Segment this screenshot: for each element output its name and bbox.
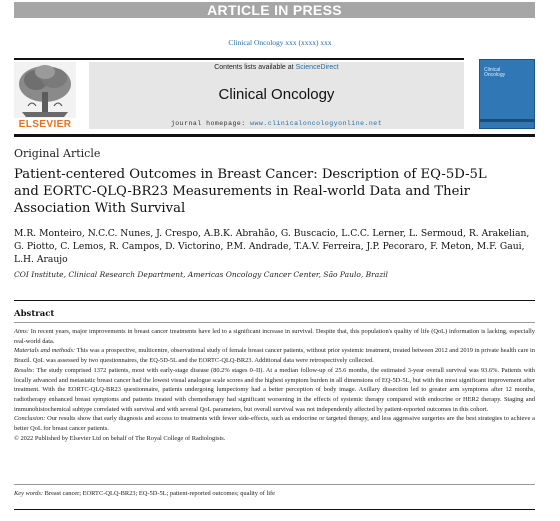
keywords-divider (14, 484, 535, 485)
header-divider-top (14, 58, 464, 60)
bottom-divider (14, 509, 535, 510)
cover-title-line1: Clinical (484, 67, 501, 73)
results-label: Results: (14, 366, 35, 374)
keywords-label: Key words: (14, 490, 44, 497)
cover-title (484, 68, 505, 78)
conclusion-text: Our results show that early diagnosis and access to treatments with fewer side-effects, such as endocrine or targeted therapy, and less aggressive surgeries are the best strategies to achieve a better QoL for breast cancer patients. (14, 415, 535, 433)
contents-available-line (89, 64, 464, 71)
conclusion-label: Conclusion: (14, 415, 46, 423)
methods-text: This was a prospective, multicentre, observational study of female breast cancer patients, without prior systemic treatment, treated between 2012 and 2019 in private health care in Brazil. QoL was assessed by two questionnaires, the EQ-5D-5L and the EORTC-QLQ-BR23. Additional data were retrospectively collected. (14, 347, 535, 365)
abstract-methods (14, 346, 535, 365)
abstract-conclusion (14, 414, 535, 433)
homepage-prefix: journal homepage: (170, 120, 251, 127)
copyright-line: © 2022 Published by Elsevier Ltd on behalf of The Royal College of Radiologists. (14, 434, 226, 442)
abstract-body (14, 327, 535, 443)
article-title: Patient-centered Outcomes in Breast Cancer: Description of EQ-5D-5L and EORTC-QLQ-BR23 Measurements in Real-world Data and Their Association With Survival (14, 167, 487, 216)
affiliation: COI Institute, Clinical Research Department, Americas Oncology Cancer Center, São Paulo, Brazil (14, 270, 388, 279)
article-in-press-banner: ARTICLE IN PRESS (14, 2, 535, 18)
contents-prefix: Contents lists available at (214, 64, 296, 71)
journal-name: Clinical Oncology (218, 86, 335, 103)
abstract-heading: Abstract (14, 309, 55, 319)
methods-label: Materials and methods: (14, 347, 76, 355)
author-list: M.R. Monteiro, N.C.C. Nunes, J. Crespo, A.B.K. Abrahão, G. Buscacio, L.C.C. Lerner, L. Sermoud, R. Arakelian, G. Piotto, C. Lemos, R. Campos, D. Victorino, P.M. Andrade, T.A.V. Ferreira, J.P. Pecoraro, F. Meton, M.F. Gaui, L.H. Araujo (14, 228, 530, 265)
journal-cover-thumbnail[interactable] (479, 59, 535, 129)
aims-text: In recent years, major improvements in breast cancer treatments have led to a significant increase in survival. Despite that, this population's quality of life (QoL) information is lacking, especially real-world data. (14, 328, 535, 345)
elsevier-wordmark: ELSEVIER (18, 119, 72, 130)
abstract-subdivider (14, 322, 535, 323)
results-text: The study comprised 1372 patients, most with early-stage disease (80.2% stages 0–II). At a median follow-up of 25.6 months, the estimated 3-year overall survival was 93.6%. Patients with locally advanced and metastatic breast cancer had the lowest visual analogue scale scores and the highest symptom burden in all dimensions of EQ-5D-5L, but with the most significant improvement after treatment. With the EORTC-QLQ-BR23 questionnaire, patients undergoing lumpectomy had a better perception of body image. Axillary dissection led to greater arm symptoms after 12 months, radiotherapy enhanced breast symptoms and patients treated with chemotherapy had significant worsening in the effects of systemic therapy compared with endocrine or HER2 therapy. Staging and immunohistochemical subtype correlated with survival and with several QoL parameters, but overall survival was not independently affected by patient-reported outcomes in this cohort. (14, 366, 535, 413)
journal-homepage-line (89, 120, 464, 127)
sciencedirect-link[interactable]: ScienceDirect (295, 64, 339, 71)
aims-label: Aims: (14, 328, 29, 335)
journal-homepage-link[interactable]: www.clinicaloncologyonline.net (250, 120, 383, 127)
cover-band (480, 119, 534, 122)
cover-title-line2: Oncology (484, 72, 506, 78)
abstract-divider (14, 300, 535, 301)
journal-reference-link[interactable]: Clinical Oncology xxx (xxxx) xxx (228, 38, 332, 47)
header-divider-bottom (14, 134, 535, 137)
article-type: Original Article (14, 147, 101, 160)
keywords-text: Breast cancer; EORTC-QLQ-BR23; EQ-5D-5L; patient-reported outcomes; quality of life (44, 490, 275, 497)
abstract-results (14, 366, 535, 415)
keywords-line (14, 490, 535, 497)
abstract-aims (14, 327, 535, 346)
